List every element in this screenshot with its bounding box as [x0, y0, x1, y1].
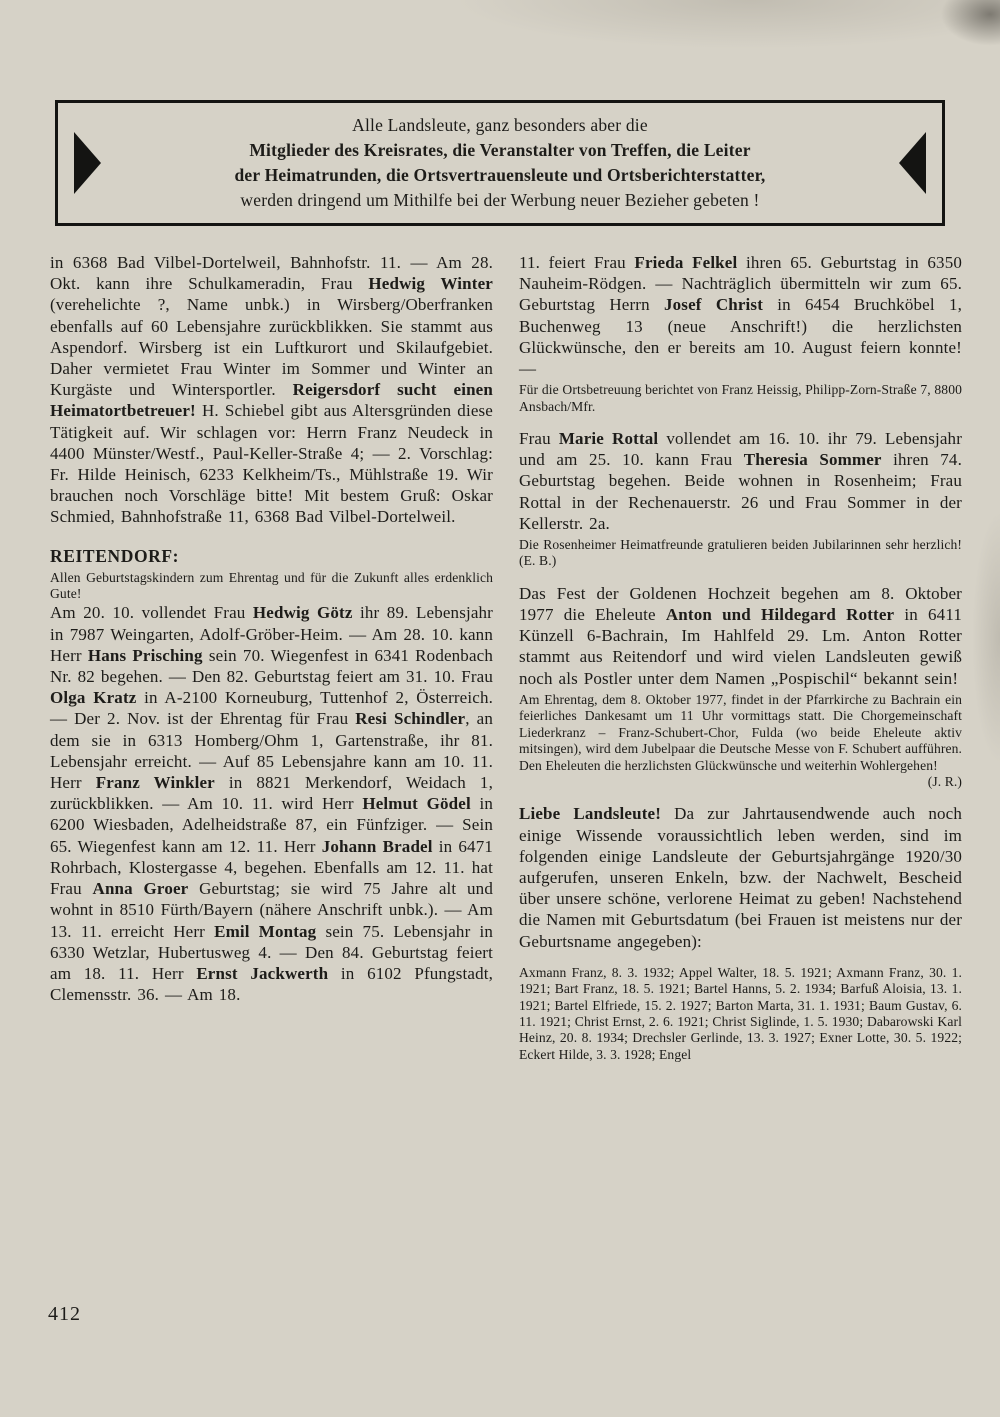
text-segment: (verehelichte ?, Name unbk.) in Wirsberg/Oberfranken ebenfalls auf 60 Lebensjahre zurückblikken. Sie stammt aus Aspendorf. Wirsberg ist ein Luftkurort und Skilaufgebiet. Daher vermietet Frau Winter im Sommer und Winter an Kurgäste und Wintersportler. — [50, 295, 493, 400]
left-column — [50, 252, 493, 1063]
text-segment: Theresia Sommer — [743, 450, 882, 470]
text-segment: in 6471 Rohrbach, Klostergasse 4, begehen. Ebenfalls am 12. 11. hat Frau — [50, 836, 493, 899]
text-segment: Emil Montag — [214, 921, 317, 941]
signature-initials: (J. R.) — [927, 773, 962, 789]
notice-box — [55, 100, 945, 226]
text-segment: Resi Schindler — [355, 709, 466, 729]
text-segment: Johann Bradel — [321, 836, 433, 856]
text-segment: REITENDORF: — [50, 545, 180, 566]
text-segment: ihren 74. Geburtstag begehen. Beide wohnen in Rosenheim; Frau Rottal in der Rechenauerstr. 26 und Frau Sommer in der Kellerstr. 2a. — [519, 450, 962, 533]
text-segment: ihren 65. Geburtstag in 6350 Nauheim-Rödgen. — Nachträglich übermitteln wir zum 65. Geburtstag Herrn — [519, 253, 962, 315]
text-segment: Anton und Hildegard Rotter — [665, 605, 895, 625]
paragraph — [519, 583, 962, 689]
text-segment: in 6102 Pfungstadt, Clemensstr. 36. — Am 18. — [50, 963, 493, 1005]
text-segment: Olga Kratz — [50, 688, 137, 708]
text-segment: Ernst Jackwerth — [196, 963, 329, 983]
notice-line: Mitglieder des Kreisrates, die Veranstalter von Treffen, die Leiter — [249, 140, 751, 160]
text-segment: sein 70. Wiegenfest in 6341 Rodenbach Nr. 82 begehen. — Den 82. Geburtstag feiert am 31. 10. Frau — [50, 645, 494, 687]
small-print-paragraph — [519, 537, 962, 570]
text-segment: Das Fest der Goldenen Hochzeit begehen am 8. Oktober 1977 die Eheleute — [519, 583, 962, 625]
text-segment: sein 75. Lebensjahr in 6330 Wetzlar, Hubertusweg 4. — Den 84. Geburtstag feiert am 18. 11. Herr — [50, 921, 494, 983]
text-segment: in 6454 Bruchköbel 1, Buchenweg 13 (neue Anschrift!) die herzlichsten Glückwünsche, den er bereits am 10. August feiern konnte! — — [519, 295, 962, 379]
text-segment: Josef Christ — [664, 295, 763, 315]
text-segment: Am Ehrentag, dem 8. Oktober 1977, findet in der Pfarrkirche zu Bachrain ein feierliches Dankesamt um 11 Uhr vormittags statt. Die Chorgemeinschaft Liederkranz – Franz-Schubert-Chor, Fulda (wo beide Eheleute aktiv mitsingen), wird dem Jubelpaar die Deutsche Messe von F. Schubert aufführen. Den Eheleuten die herzlichsten Glückwünsche und weiterhin Wohlergehen! — [519, 691, 962, 773]
small-print-paragraph — [519, 382, 962, 415]
left-pointing-triangle-icon — [899, 132, 926, 194]
text-segment: in A-2100 Korneuburg, Tuttenhof 2, Österreich. — Der 2. Nov. ist der Ehrentag für Frau — [50, 688, 493, 729]
notice-line: Alle Landsleute, ganz besonders aber die — [352, 115, 648, 135]
text-segment: Anna Groer — [92, 879, 189, 899]
text-segment: Frieda Felkel — [634, 253, 738, 272]
text-segment: Für die Ortsbetreuung berichtet von Franz Heissig, Philipp-Zorn-Straße 7, 8800 Ansbach/Mfr. — [519, 382, 962, 414]
text-segment: in 6368 Bad Vilbel-Dortelweil, Bahnhofstr. 11. — Am 28. Okt. kann ihre Schulkameradin, Frau — [50, 253, 493, 294]
text-segment: Franz Winkler — [95, 773, 215, 793]
notice-text — [101, 113, 899, 213]
paragraph — [50, 252, 493, 528]
text-segment: 11. feiert Frau — [519, 253, 635, 272]
small-print-paragraph — [50, 570, 493, 603]
text-segment: in 6411 Künzell 6-Bachrain, Im Hahlfeld 29. Lm. Anton Rotter stammt aus Reitendorf und wird vielen Landsleuten gewiß noch als Postler unter dem Namen „Pospischil“ bekannt sein! — [519, 605, 962, 688]
text-segment: ihr 89. Lebensjahr in 7987 Weingarten, Adolf-Gröber-Heim. — Am 28. 10. kann Herr — [50, 603, 493, 665]
text-segment: Da zur Jahrtausendwende auch noch einige Wissende voraussichtlich leben werden, sind im folgenden einige Landsleute der Geburtsjahrgänge 1920/30 aufgerufen, unseren Enkeln, bzw. der Nachwelt, Bescheid über unsere schöne, verlorene Heimat zu geben! Nachstehend die Namen mit Geburtsdatum (bei Frauen ist meistens nur der Geburtsname angegeben): — [519, 804, 963, 951]
text-segment: Marie Rottal — [558, 429, 659, 449]
text-segment: Axmann Franz, 8. 3. 1932; Appel Walter, 18. 5. 1921; Axmann Franz, 30. 1. 1921; Bart Franz, 18. 5. 1921; Bartel Hanns, 5. 2. 1934; Barfuß Aloisia, 13. 1. 1921; Bartel Elfriede, 15. 2. 1927; Barton Marta, 31. 1. 1931; Baum Gustav, 6. 11. 1921; Christ Ernst, 2. 6. 1921; Christ Siglinde, 1. 5. 1930; Dabarowski Karl Heinz, 20. 8. 1934; Drechsler Gerlinde, 13. 3. 1927; Exner Lotte, 30. 5. 1922; Eckert Hilde, 3. 3. 1928; Engel — [519, 964, 962, 1062]
text-segment: Geburtstag; sie wird 75 Jahre alt und wohnt in 8510 Fürth/Bayern (nähere Anschrift unbk.). — Am 13. 11. erreicht Herr — [50, 879, 493, 941]
text-segment: Am 20. 10. vollendet Frau — [50, 603, 253, 623]
text-segment: Liebe Landsleute! — [519, 804, 662, 824]
text-segment: Die Rosenheimer Heimatfreunde gratulieren beiden Jubilarinnen sehr herzlich! (E. B.) — [519, 537, 962, 569]
text-segment: Reigersdorf sucht einen Heimatortbetreuer! — [50, 380, 493, 421]
paragraph — [50, 602, 493, 1005]
text-segment: vollendet am 16. 10. ihr 79. Lebensjahr und am 25. 10. kann Frau — [519, 429, 963, 470]
paragraph — [519, 428, 962, 534]
text-segment: Helmut Gödel — [362, 794, 471, 814]
right-pointing-triangle-icon — [74, 132, 101, 194]
text-segment: Hans Prisching — [87, 645, 203, 665]
two-column-text — [50, 252, 962, 1063]
paragraph — [519, 803, 962, 951]
small-print-paragraph — [519, 965, 962, 1063]
notice-line: werden dringend um Mithilfe bei der Werbung neuer Bezieher gebeten ! — [240, 190, 760, 210]
text-segment: H. Schiebel gibt aus Altersgründen diese Tätigkeit auf. Wir schlagen vor: Herrn Franz Neudeck in 4400 Münster/Westf., Paul-Keller-Straße 4; — 2. Vorschlag: Fr. Hilde Heinisch, 6233 Kelkheim/Ts., Mühlstraße 19. Wir brauchen noch Vorschläge bitte! Mit bestem Gruß: Oskar Schmied, Bahnhofstraße 11, 6368 Bad Vilbel-Dortelweil. — [50, 401, 493, 527]
text-segment: Hedwig Götz — [252, 603, 353, 623]
right-column — [519, 252, 962, 1063]
paragraph — [519, 252, 962, 379]
section-heading — [50, 546, 493, 567]
text-segment: Frau — [519, 429, 559, 449]
text-segment: in 8821 Merkendorf, Weidach 1, zurückblikken. — Am 10. 11. wird Herr — [50, 773, 493, 814]
small-print-paragraph — [519, 692, 962, 790]
notice-line: der Heimatrunden, die Ortsvertrauensleute und Ortsberichterstatter, — [234, 165, 766, 185]
text-segment: Hedwig Winter — [368, 274, 493, 294]
text-segment: , an dem sie in 6313 Homberg/Ohm 1, Gartenstraße, ihr 81. Lebensjahr erreicht. — Auf 85 Lebensjahre kann am 10. 11. Herr — [50, 709, 493, 793]
page-number: 412 — [48, 1303, 81, 1325]
text-segment: Allen Geburtstagskindern zum Ehrentag und für die Zukunft alles erdenklich Gute! — [50, 569, 493, 602]
text-segment: in 6200 Wiesbaden, Adelheidstraße 87, ein Fünfziger. — Sein 65. Wiegenfest kann am 12. 11. Herr — [50, 794, 493, 856]
